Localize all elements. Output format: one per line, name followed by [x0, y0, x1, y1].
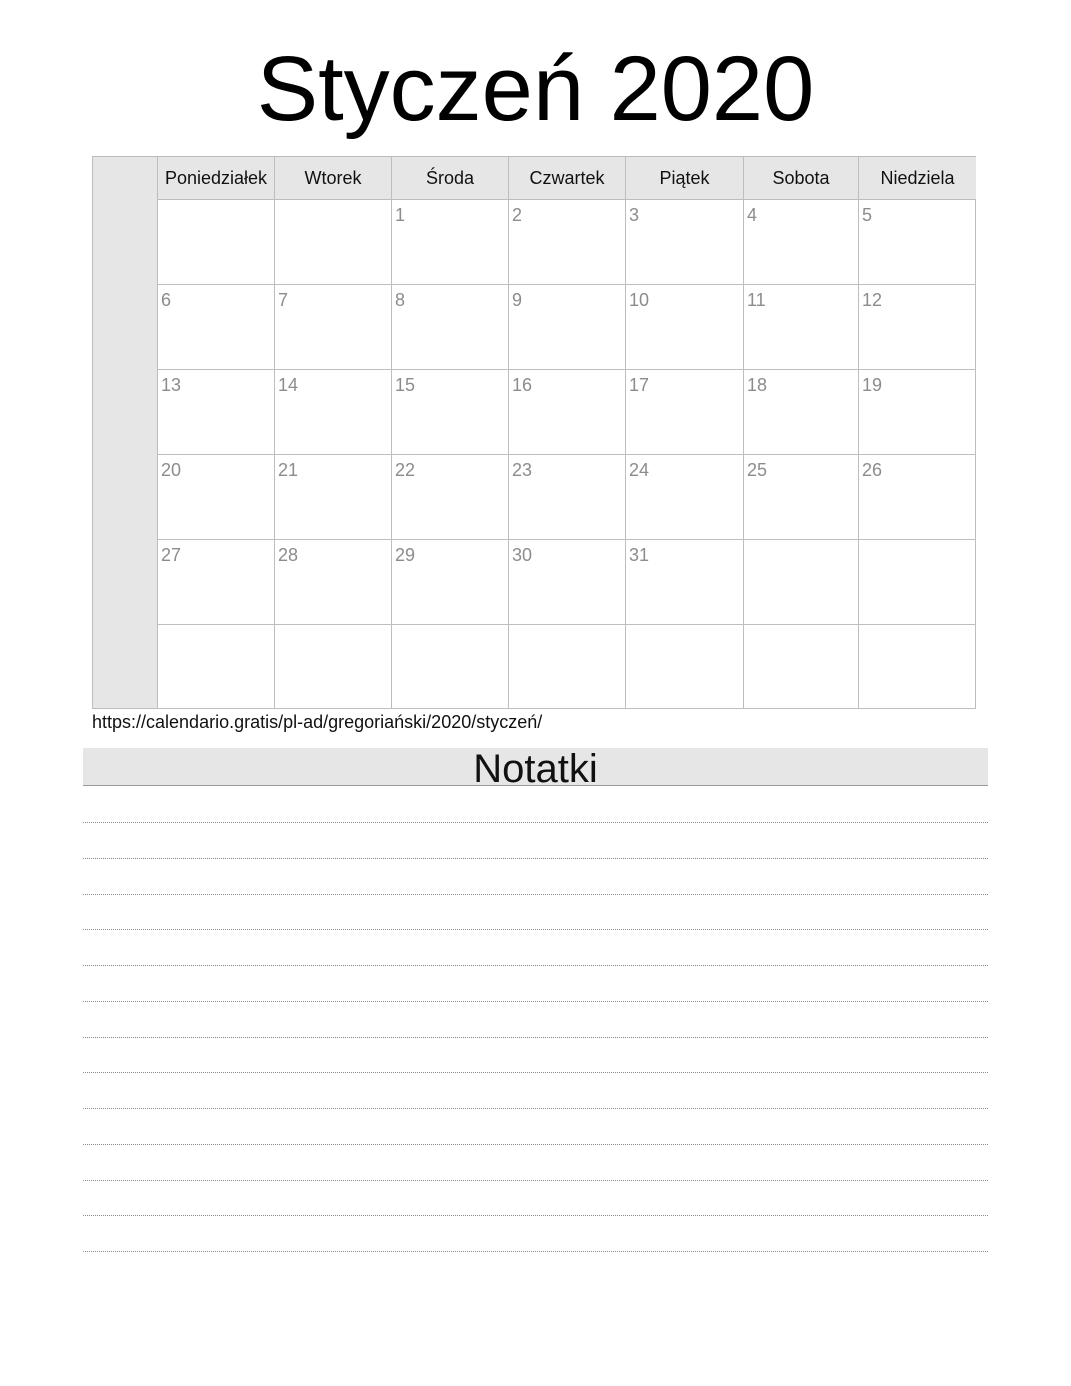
calendar-week-row — [158, 625, 976, 709]
day-number: 21 — [278, 460, 299, 480]
calendar-day-cell — [392, 200, 509, 284]
note-line — [83, 1180, 988, 1181]
calendar-day-cell — [275, 540, 392, 624]
day-number: 6 — [161, 290, 172, 310]
day-number: 2 — [512, 205, 523, 225]
calendar-day-cell — [275, 370, 392, 454]
note-line — [83, 1144, 988, 1145]
calendar-week-row — [158, 285, 976, 370]
day-number: 25 — [747, 460, 768, 480]
calendar-day-cell — [509, 540, 626, 624]
weekday-header-wednesday: Środa — [392, 157, 509, 199]
calendar-day-cell — [626, 200, 744, 284]
calendar-day-cell — [744, 285, 859, 369]
calendar-day-cell — [509, 285, 626, 369]
day-number: 28 — [278, 545, 299, 565]
calendar-day-cell — [509, 455, 626, 539]
weekday-header-row — [158, 157, 976, 200]
weekday-header-saturday: Sobota — [744, 157, 859, 199]
calendar-day-cell — [509, 625, 626, 709]
note-line — [83, 965, 988, 966]
calendar-day-cell — [744, 540, 859, 624]
calendar-day-cell — [392, 625, 509, 709]
note-line — [83, 1251, 988, 1252]
day-number: 1 — [395, 205, 406, 225]
day-number: 27 — [161, 545, 182, 565]
day-number: 22 — [395, 460, 416, 480]
calendar-day-cell — [744, 200, 859, 284]
weekday-header-tuesday: Wtorek — [275, 157, 392, 199]
note-line — [83, 1072, 988, 1073]
day-number: 11 — [747, 290, 766, 310]
calendar-day-cell — [626, 540, 744, 624]
weekday-header-thursday: Czwartek — [509, 157, 626, 199]
day-number: 12 — [862, 290, 883, 310]
calendar-day-cell — [392, 285, 509, 369]
day-number: 4 — [747, 205, 758, 225]
calendar-week-row — [158, 200, 976, 285]
day-number: 13 — [161, 375, 182, 395]
calendar-day-cell — [744, 370, 859, 454]
calendar-day-cell — [509, 200, 626, 284]
day-number: 16 — [512, 375, 533, 395]
week-number-column — [93, 157, 158, 708]
calendar-day-cell — [392, 370, 509, 454]
calendar-day-cell — [275, 625, 392, 709]
calendar-days-grid — [158, 157, 976, 708]
calendar-day-cell — [744, 455, 859, 539]
note-line — [83, 1215, 988, 1216]
day-number: 31 — [629, 545, 650, 565]
calendar-day-cell — [158, 370, 275, 454]
day-number: 8 — [395, 290, 406, 310]
calendar-day-cell — [158, 540, 275, 624]
day-number: 19 — [862, 375, 883, 395]
calendar-day-cell — [859, 370, 976, 454]
day-number: 18 — [747, 375, 768, 395]
note-line — [83, 1108, 988, 1109]
calendar-day-cell — [859, 540, 976, 624]
calendar-day-cell — [275, 455, 392, 539]
day-number: 14 — [278, 375, 299, 395]
calendar-day-cell — [859, 455, 976, 539]
weeks-container — [158, 200, 976, 709]
calendar-day-cell — [275, 200, 392, 284]
calendar-day-cell — [859, 200, 976, 284]
notes-heading: Notatki — [83, 748, 988, 786]
calendar-day-cell — [392, 455, 509, 539]
calendar-day-cell — [744, 625, 859, 709]
calendar-day-cell — [275, 285, 392, 369]
month-calendar-grid — [92, 156, 976, 709]
day-number: 17 — [629, 375, 650, 395]
note-line — [83, 1037, 988, 1038]
calendar-day-cell — [158, 625, 275, 709]
day-number: 10 — [629, 290, 650, 310]
day-number: 30 — [512, 545, 533, 565]
day-number: 5 — [862, 205, 873, 225]
calendar-day-cell — [859, 625, 976, 709]
calendar-week-row — [158, 540, 976, 625]
note-line — [83, 894, 988, 895]
calendar-day-cell — [859, 285, 976, 369]
calendar-day-cell — [509, 370, 626, 454]
weekday-header-sunday: Niedziela — [880, 167, 955, 188]
calendar-day-cell — [626, 370, 744, 454]
weekday-header-monday: Poniedziałek — [158, 157, 275, 199]
page-title: Styczeń 2020 — [256, 38, 815, 140]
calendar-day-cell — [626, 625, 744, 709]
calendar-day-cell — [158, 455, 275, 539]
day-number: 7 — [278, 290, 289, 310]
day-number: 20 — [161, 460, 182, 480]
calendar-week-row — [158, 370, 976, 455]
source-url: https://calendario.gratis/pl-ad/gregoriański/2020/styczeń/ — [92, 712, 543, 732]
note-line — [83, 1001, 988, 1002]
note-line — [83, 858, 988, 859]
calendar-week-row — [158, 455, 976, 540]
note-line — [83, 929, 988, 930]
day-number: 24 — [629, 460, 650, 480]
day-number: 29 — [395, 545, 416, 565]
day-number: 9 — [512, 290, 523, 310]
day-number: 23 — [512, 460, 533, 480]
day-number: 26 — [862, 460, 883, 480]
calendar-day-cell — [158, 200, 275, 284]
calendar-day-cell — [626, 285, 744, 369]
calendar-day-cell — [626, 455, 744, 539]
calendar-day-cell — [392, 540, 509, 624]
weekday-header-friday: Piątek — [626, 157, 744, 199]
day-number: 3 — [629, 205, 640, 225]
day-number: 15 — [395, 375, 416, 395]
note-line — [83, 822, 988, 823]
calendar-day-cell — [158, 285, 275, 369]
